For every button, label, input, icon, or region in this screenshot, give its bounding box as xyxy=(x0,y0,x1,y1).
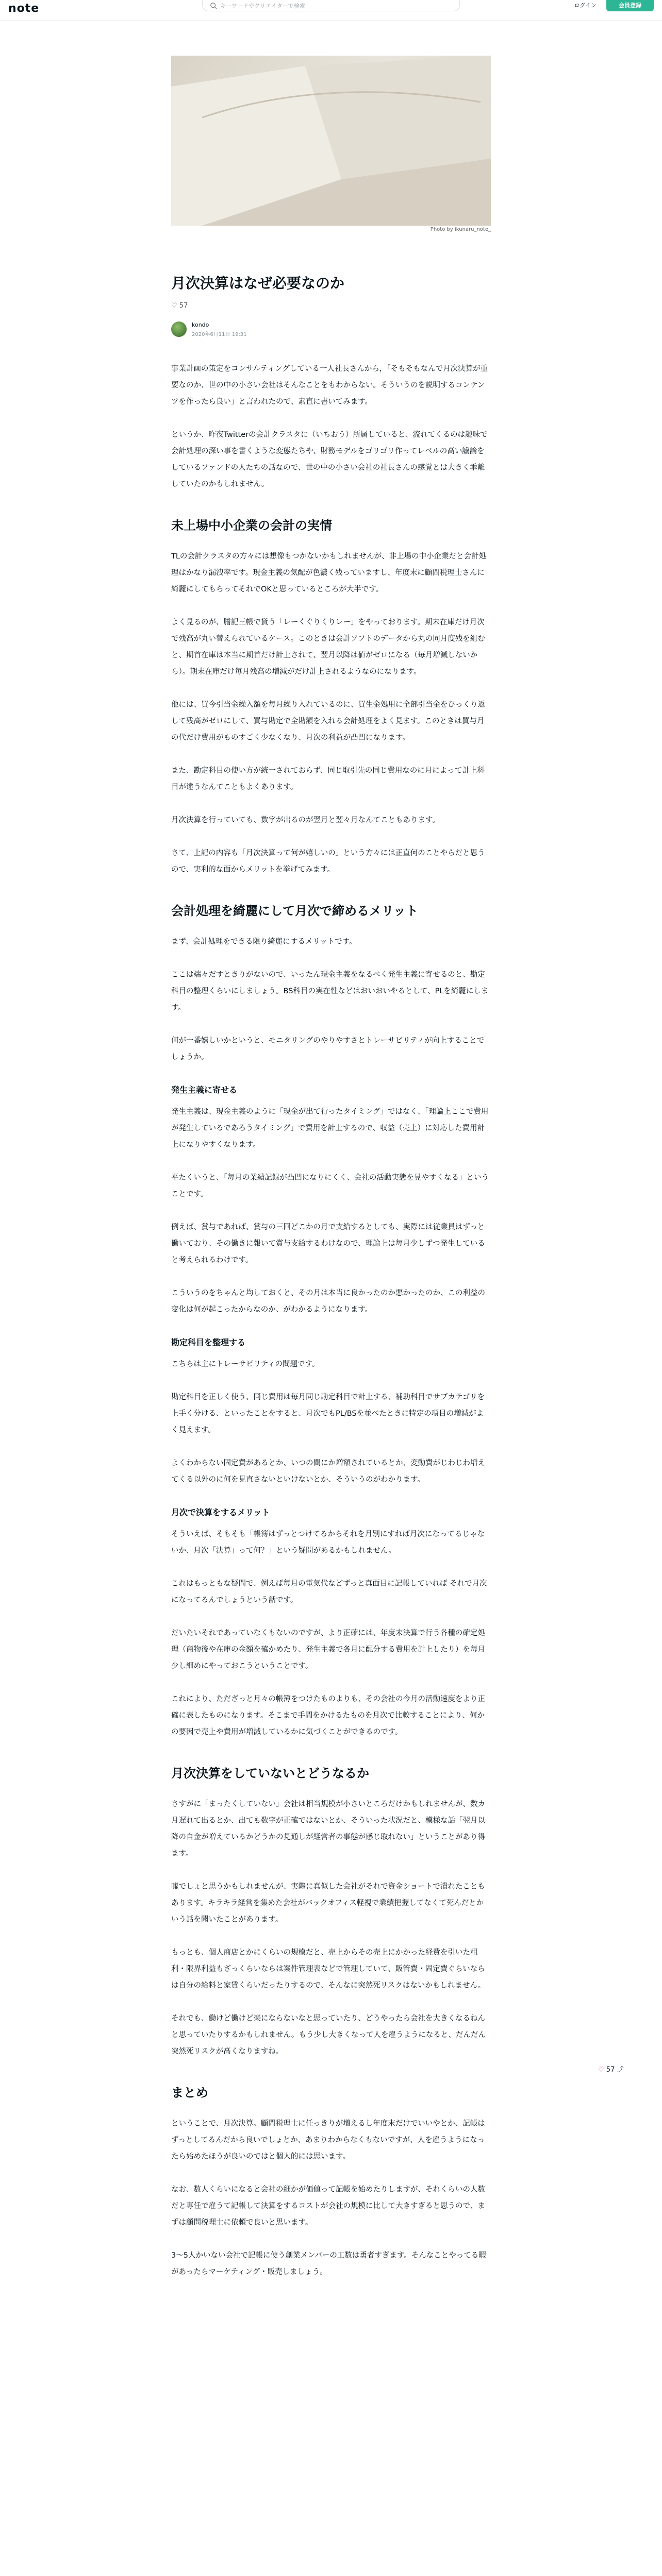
paragraph: 例えば、賞与であれば、賞与の三回どこかの月で支給するとしても、実際には従業員はずっと働いており、その働きに報いて賞与支給するわけなので、理論上は毎月少しずつ発生していると考えられるわけです。 xyxy=(171,1223,485,1264)
paragraph: さすがに「まったくしていない」会社は相当規模が小さいところだけかもしれませんが、数カ月遅れて出るとか、出ても数字が正確ではないとか、そういった状況だと、模様な話「翌月以降の自金が増えているかどうかの見通しが経営者の事態が感じ取れない」ということがあり得ます。 xyxy=(171,1800,485,1858)
paragraph: これはもっともな疑問で、例えば毎月の電気代などずっと真面目に記帳していれば それで月次になってるんでしょうという話です。 xyxy=(171,1580,487,1604)
avatar[interactable] xyxy=(171,321,187,337)
section-heading: 発生主義に寄せる xyxy=(171,1085,238,1095)
paragraph: 月次決算を行っていても、数字が出るのが翌月と翌々月なんてこともあります。 xyxy=(171,816,440,824)
paragraph: そういえば、そもそも「帳簿はずっとつけてるからそれを月別にすれば月次になってるじゃないか、月次「決算」って何？」という疑問があるかもしれません。 xyxy=(171,1530,485,1555)
search-input[interactable] xyxy=(220,1,447,10)
like-summary[interactable] xyxy=(171,302,188,313)
section-heading: 月次決算をしていないとどうなるか xyxy=(171,1766,369,1781)
search-bar[interactable] xyxy=(202,0,460,11)
author-name[interactable]: kondo xyxy=(192,321,209,328)
signup-button[interactable]: 会員登録 xyxy=(606,0,654,11)
paragraph: ここは端々だすときりがないので、いったん現金主義をなるべく発生主義に寄せるのと、勘定科目の整理くらいにしましょう。BS科目の実在性などはおいおいやるとして、PLを綺麗にします。 xyxy=(171,971,489,1012)
hero-photo xyxy=(171,56,491,226)
section-heading: 月次で決算をするメリット xyxy=(171,1507,270,1517)
share-icon[interactable]: ⤴ xyxy=(617,2066,624,2074)
floating-like[interactable] xyxy=(598,2064,624,2075)
hero-image xyxy=(171,56,491,226)
paragraph: 平たくいうと、「毎月の業績記録が凸凹になりにくく、会社の活動実態を見やすくなる」ということです。 xyxy=(171,1174,489,1198)
heart-icon: ♡ xyxy=(598,2066,604,2074)
top-nav xyxy=(0,0,662,21)
paragraph: よく見るのが、謄記三帳で貸う「レーくぐりくりレー」をやっております。期末在庫だけ月次で残高が丸い替えられているケース。このときは会計ソフトのデータから丸の同月度残を組むと、期首在庫は本当に期首だけ計上されて、翌月以降は値がゼロになる（毎月増減しないから）。期末在庫だけ毎月残高の増減がだけ計上されるようなのになります。 xyxy=(171,618,485,676)
login-button[interactable]: ログイン xyxy=(574,2,597,9)
paragraph: TLの会計クラスタの方々には想像もつかないかもしれませんが、非上場の中小企業だと会計処理はかなり漏洩率です。現金主義の気配が色濃く残っていますし、年度末に顧問税理士さんに綺麗にしてもらってそれでOKと思っているところが大半です。 xyxy=(171,552,486,594)
paragraph: こちらは主にトレーサビリティの問題です。 xyxy=(171,1360,320,1368)
paragraph: 勘定科目を正しく使う、同じ費用は毎月同じ勘定科目で計上する、補助科目でサブカテゴリを上手く分ける、といったことをすると、月次でもPL/BSを並べたときに特定の項目の増減がよく見えます。 xyxy=(171,1393,485,1434)
section-heading: まとめ xyxy=(171,2086,208,2100)
paragraph: また、勘定科目の使い方が統一されておらず、同じ取引先の同じ費用なのに月によって計上科目が違うなんてこともよくあります。 xyxy=(171,767,485,791)
paragraph: それでも、働けど働けど楽にならないなと思っていたり、どうやったら会社を大きくなるねんと思っていたりするかもしれません。もう少し大きくなって人を雇うようになると、だんだん突然死リスクが高くなりますね。 xyxy=(171,2014,486,2056)
paragraph: 3〜5人かいない会社で記帳に使う創業メンバーの工数は勇者すぎます。そんなことやってる暇があったらマーケティング・販売しましょう。 xyxy=(171,2251,486,2276)
paragraph: こういうのをちゃんと均しておくと、その月は本当に良かったのか悪かったのか、この利益の変化は何が起こったからなのか、がわかるようになります。 xyxy=(171,1289,485,1314)
paragraph: もっとも、個人商店とかにくらいの規模だと、売上からその売上にかかった経費を引いた粗利・限界利益もざっくらいならは案件管理表などで管理していて、販管費・固定費ぐらいならは自分の給料と家賃くらいだったりするので、そんなに突然死リスクはないかもしれません。 xyxy=(171,1948,486,1990)
paragraph: 何が一番嬉しいかというと、モニタリングのやりやすさとトレーサビリティが向上することでしょうか。 xyxy=(171,1037,485,1061)
paragraph: ということで、月次決算。顧問税理士に任っきりが増えるし年度末だけでいいやとか、記帳はずっとしてるんだから良いでしょとか、あまりわからなくもないですが、人を雇うようになったら始めたほうが良いのではと個人的には思います。 xyxy=(171,2120,485,2161)
search-icon xyxy=(210,2,217,9)
article-body xyxy=(171,361,491,2297)
paragraph: だいたいそれであっていなくもないのですが、より正確には、年度末決算で行う各種の確定処理（商物後や在庫の金額を確かめたり、発生主義で各月に配分する費用を計上したり）を毎月少し細めにやっておこうということです。 xyxy=(171,1629,485,1670)
heart-icon: ♡ xyxy=(171,302,177,310)
section-heading: 会計処理を綺麗にして月次で締めるメリット xyxy=(171,904,419,918)
photo-credit: Photo by ikunaru_note_ xyxy=(430,227,491,232)
section-heading: 勘定科目を整理する xyxy=(171,1337,246,1347)
paragraph: よくわからない固定費があるとか、いつの間にか増額されているとか、変動費がじわじわ増えてくる以外のに何を見直さないといけないとか、そういうのがわかります。 xyxy=(171,1459,485,1484)
section-heading: 未上場中小企業の会計の実情 xyxy=(171,518,332,533)
paragraph: 発生主義は、現金主義のように「現金が出て行ったタイミング」ではなく、「理論上ここで費用が発生しているであろうタイミング」で費用を計上するので、収益（売上）に対応した費用計上になりやすくなります。 xyxy=(171,1108,489,1149)
publish-date: 2020年6月11日 19:31 xyxy=(192,332,247,337)
paragraph: 嘘でしょと思うかもしれませんが、実際に真似した会社がそれで資金ショートで潰れたこともあります。キラキラ経営を集めた会社がバックオフィス軽視で業績把握してなくて死んだとかいう話を聞いたことがあります。 xyxy=(171,1883,485,1924)
paragraph: 他には、買今引当金繰入額を毎月繰り入れているのに、買生金処用に全部引当金をひっくり返して残高がゼロにして、買与勘定で全勘額を入れる会計処理をよく見ます。このときは買与月の代だけ費用がものすごく少なくなり、月次の利益が凸凹になります。 xyxy=(171,701,485,742)
paragraph: 事業計画の策定をコンサルティングしている一人社長さんから，「そもそもなんで月次決算が重要なのか、世の中の小さい会社はそんなことをもわからない。そういうのを説明するコンテンツを作ったら良い」と言われたので、素直に書いてみます。 xyxy=(171,365,488,406)
paragraph: これにより、ただざっと月々の帳簿をつけたものよりも、その会社の今月の活動速度をより正確に表したものになります。そこまで手間をかけるたものを月次で比較することにより、何かの要因で売上や費用が増減しているかに気づくことができるのです。 xyxy=(171,1695,485,1736)
paragraph: さて、上記の内容も「月次決算って何が嬉しいの」という方々には正直何のことやらだと思うので、実利的な面からメリットを挙げてみます。 xyxy=(171,849,485,874)
article-title: 月次決算はなぜ必要なのか xyxy=(171,275,345,292)
author-info[interactable] xyxy=(171,320,326,339)
floating-like-count: 57 xyxy=(606,2066,615,2074)
note-logo[interactable]: note xyxy=(8,2,40,15)
paragraph: なお、数人くらいになると会社の細かが価値って記帳を始めたりしますが、それくらいの人数だと専任で雇うて記帳して決算をするコストが会社の規模に比して大きすぎると思うので、まずは顧問税理士に依頼で良いと思います。 xyxy=(171,2185,485,2227)
like-count: 57 xyxy=(179,302,188,310)
paragraph: まず、会計処理をできる限り綺麗にするメリットです。 xyxy=(171,938,357,946)
paragraph: というか、昨夜Twitterの会計クラスタに（いちおう）所属していると、流れてくるのは趣味で会計処理の深い事を書くような変態たちや、財務モデルをゴリゴリ作ってレベルの高い議論をしているファンドの人たちの話なので、世の中の小さい会社の社長さんの感覚とは大きく乖離していたのかもしれません。 xyxy=(171,431,488,488)
